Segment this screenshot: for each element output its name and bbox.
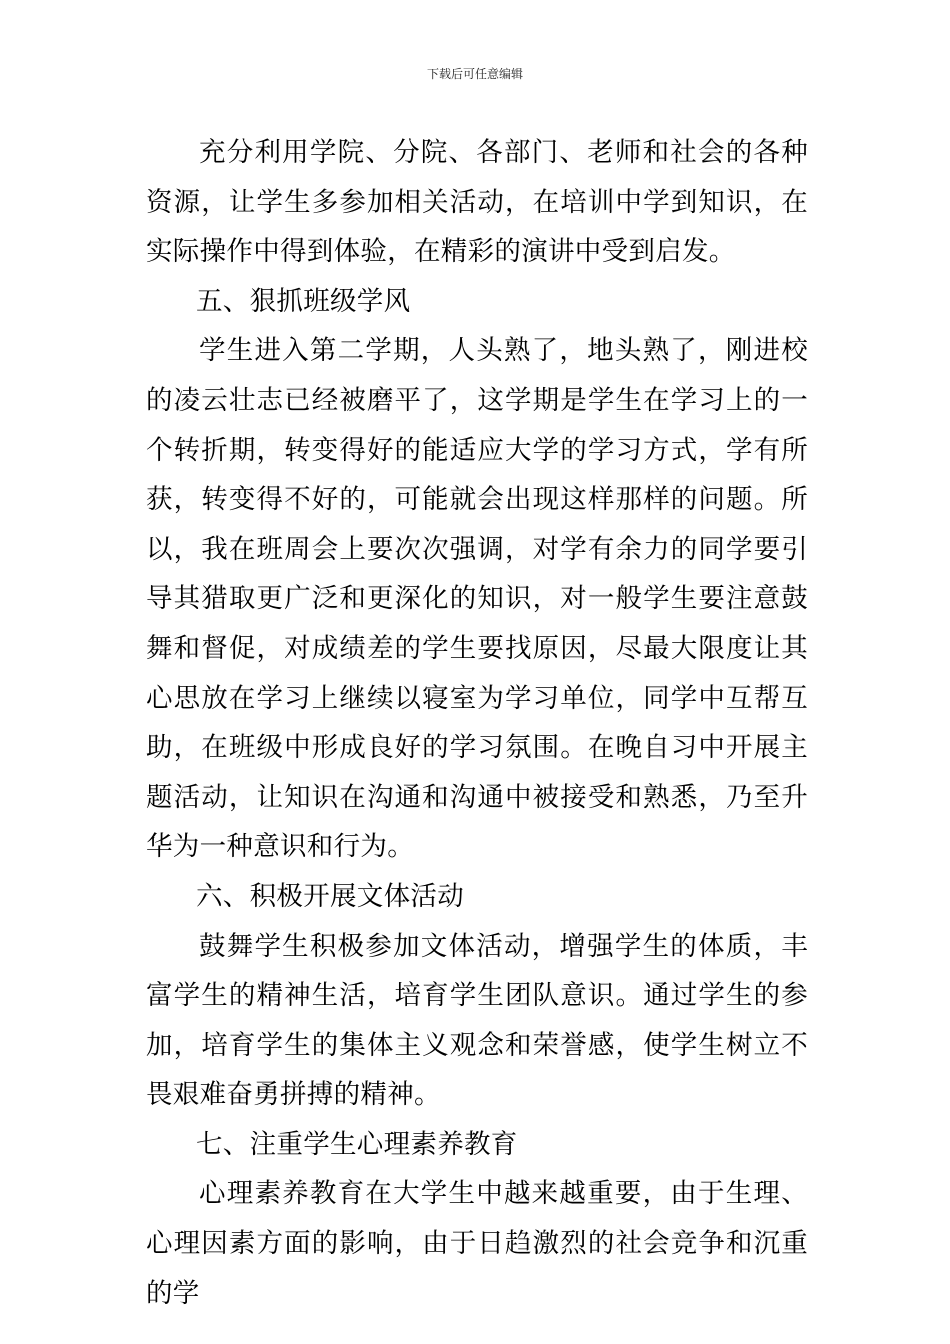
document-body xyxy=(146,128,808,1318)
paragraph-sports-activities: 鼓舞学生积极参加文体活动，增强学生的体质，丰富学生的精神生活，培育学生团队意识。通过学生的参加，培育学生的集体主义观念和荣誉感，使学生树立不畏艰难奋勇拼搏的精神。 xyxy=(146,930,808,1111)
header-note: 下载后可任意编辑 xyxy=(426,67,523,81)
paragraph-study-style: 学生进入第二学期，人头熟了，地头熟了，刚进校的凌云壮志已经被磨平了，这学期是学生在学习上的一个转折期，转变得好的能适应大学的学习方式，学有所获，转变得不好的，可能就会出现这样那样的问题。所以，我在班周会上要次次强调，对学有余力的同学要引导其猎取更广泛和更深化的知识，对一般学生要注意鼓舞和督促，对成绩差的学生要找原因，尽最大限度让其心思放在学习上继续以寝室为学习单位，同学中互帮互助，在班级中形成良好的学习氛围。在晚自习中开展主题活动，让知识在沟通和沟通中被接受和熟悉，乃至升华为一种意识和行为。 xyxy=(146,335,808,863)
paragraph-resources: 充分利用学院、分院、各部门、老师和社会的各种资源，让学生多参加相关活动，在培训中学到知识，在实际操作中得到体验，在精彩的演讲中受到启发。 xyxy=(146,137,808,268)
section-heading-study-style: 五、狠抓班级学风 xyxy=(196,285,411,317)
section-heading-psychology: 七、注重学生心理素养教育 xyxy=(196,1128,518,1160)
section-heading-sports-activities: 六、积极开展文体活动 xyxy=(196,880,464,912)
paragraph-psychology: 心理素养教育在大学生中越来越重要，由于生理、心理因素方面的影响，由于日趋激烈的社会竞争和沉重的学 xyxy=(146,1178,808,1309)
